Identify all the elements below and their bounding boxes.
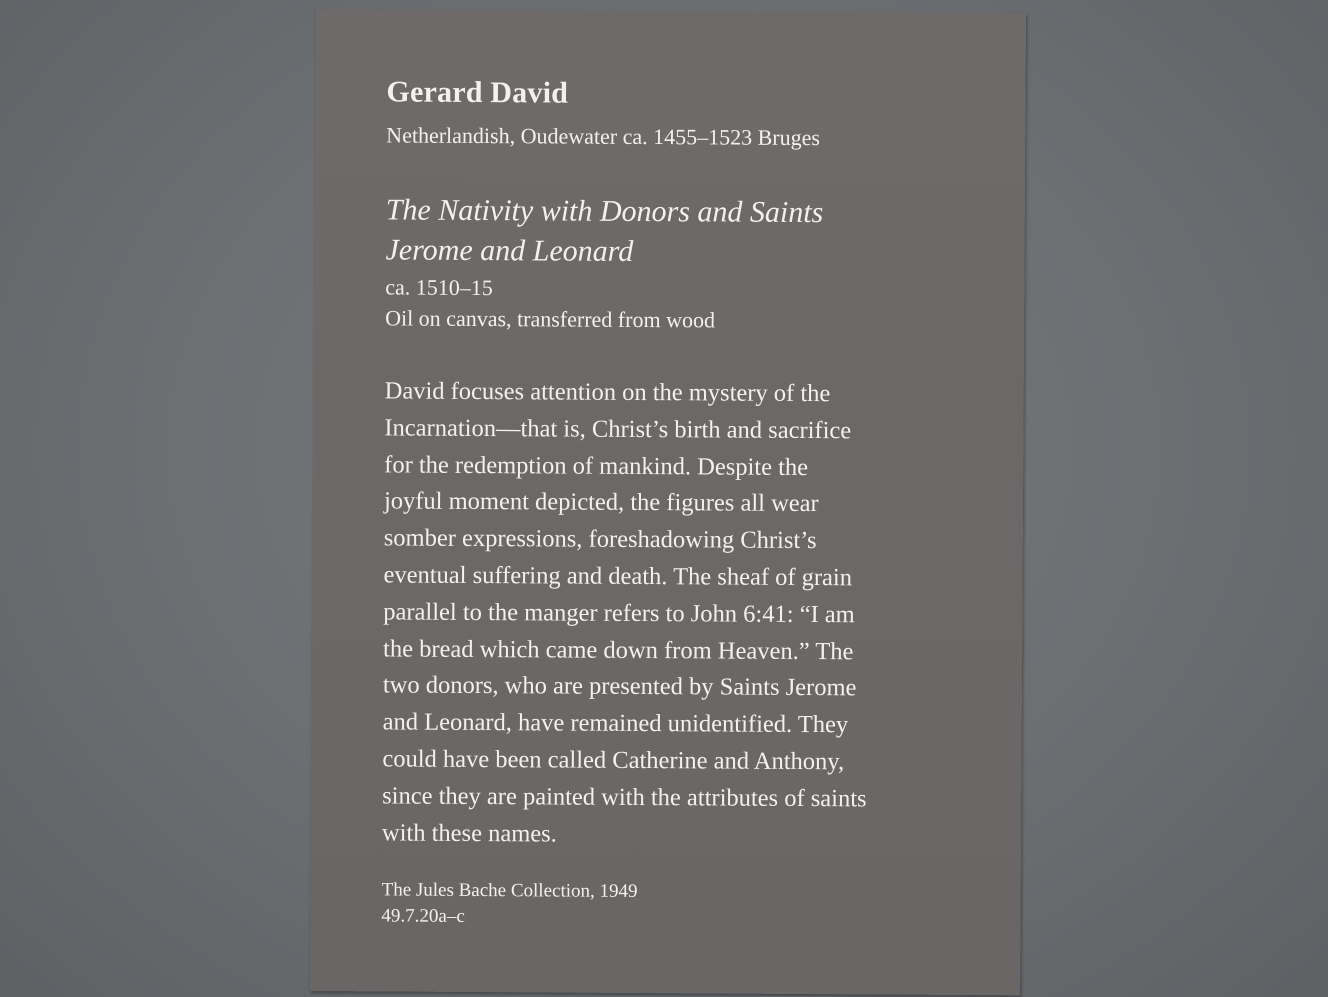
accession-number: 49.7.20a–c — [381, 905, 465, 927]
artwork-description — [382, 373, 985, 855]
description-line: joyful moment depicted, the figures all wear — [383, 487, 819, 518]
artwork-date: ca. 1510–15 — [385, 274, 493, 301]
description-line: somber expressions, foreshadowing Christ’s — [383, 524, 817, 555]
artwork-title — [385, 190, 823, 273]
artist-bio: Netherlandish, Oudewater ca. 1455–1523 Bruges — [386, 122, 821, 151]
description-line: the bread which came down from Heaven.” The — [383, 635, 854, 665]
artwork-medium: Oil on canvas, transferred from wood — [385, 305, 716, 333]
description-line: and Leonard, have remained unidentified. They — [382, 708, 849, 739]
description-line: Incarnation—that is, Christ’s birth and sacrifice — [384, 414, 852, 445]
description-line: David focuses attention on the mystery of the — [384, 377, 831, 408]
credit-line: The Jules Bache Collection, 1949 — [381, 879, 638, 902]
description-line: two donors, who are presented by Saints Jerome — [382, 671, 857, 702]
description-line: could have been called Catherine and Anthony, — [382, 745, 845, 776]
description-line: eventual suffering and death. The sheaf of grain — [383, 561, 853, 592]
artist-name: Gerard David — [386, 75, 569, 110]
museum-wall-label — [310, 9, 1026, 995]
label-text-block — [381, 9, 987, 927]
description-line: with these names. — [381, 818, 557, 848]
artwork-title-line: The Nativity with Donors and Saints — [385, 193, 824, 230]
description-line: for the redemption of mankind. Despite the — [384, 451, 809, 481]
artwork-title-line: Jerome and Leonard — [385, 233, 634, 268]
description-line: since they are painted with the attributes of saints — [382, 782, 867, 813]
description-line: parallel to the manger refers to John 6:41: “I am — [383, 598, 855, 629]
